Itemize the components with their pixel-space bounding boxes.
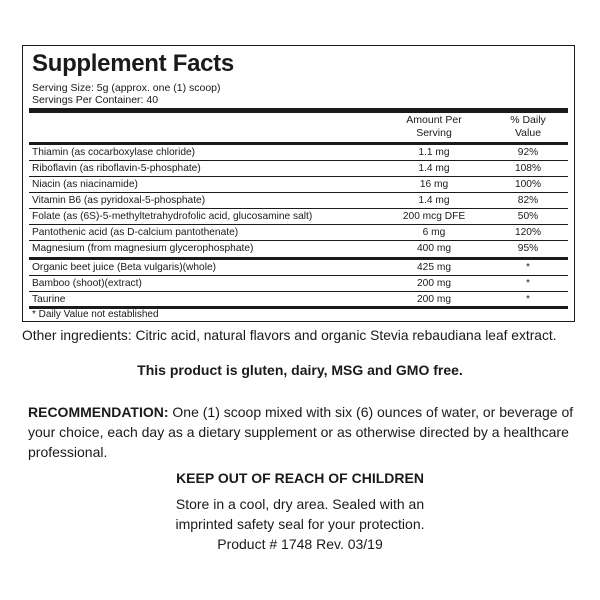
product-number: Product # 1748 Rev. 03/19 (217, 536, 383, 552)
nutrient-amount: 6 mg (422, 227, 446, 238)
nutrient-row (29, 177, 568, 193)
nutrient-amount: 1.1 mg (418, 147, 450, 158)
thick-divider-top (29, 108, 568, 113)
nutrient-row (29, 209, 568, 225)
nutrient-name: Magnesium (from magnesium glycerophosphate) (32, 243, 254, 254)
storage-instructions (0, 494, 600, 554)
supplement-facts-panel (22, 45, 575, 322)
ingredient-row (29, 292, 568, 306)
other-ingredients: Other ingredients: Citric acid, natural flavors and organic Stevia rebaudiana leaf extract. (22, 328, 557, 343)
ingredient-amount: 425 mg (417, 262, 451, 273)
nutrient-daily-value: 50% (517, 211, 539, 222)
nutrient-amount: 16 mg (419, 179, 449, 190)
column-header-daily-value (503, 114, 553, 140)
nutrient-row (29, 241, 568, 257)
ingredient-name: Organic beet juice (Beta vulgaris)(whole) (32, 262, 217, 273)
nutrient-daily-value: 82% (517, 195, 539, 206)
nutrient-daily-value: 120% (514, 227, 542, 238)
nutrient-row (29, 161, 568, 177)
serving-size: Serving Size: 5g (approx. one (1) scoop) (32, 82, 221, 94)
ingredient-daily-value: * (526, 294, 530, 305)
storage-line-1: Store in a cool, dry area. Sealed with an (175, 496, 425, 512)
nutrient-row (29, 193, 568, 209)
ingredient-name: Taurine (32, 294, 66, 305)
nutrient-amount: 1.4 mg (418, 163, 450, 174)
child-warning: KEEP OUT OF REACH OF CHILDREN (176, 470, 424, 486)
nutrient-name: Folate (as (6S)-5-methyltetrahydrofolic acid, glucosamine salt) (32, 211, 313, 222)
free-from-statement: This product is gluten, dairy, MSG and GMO free. (137, 362, 463, 378)
recommendation-label: RECOMMENDATION: (28, 404, 169, 420)
nutrient-row (29, 225, 568, 241)
amount-header-line2: Serving (416, 127, 452, 139)
dv-header-line2: Value (514, 127, 542, 139)
ingredient-amount: 200 mg (417, 294, 451, 305)
recommendation-text: One (1) scoop mixed with six (6) ounces of water, or beverage of your choice, each day as a dietary supplement or as otherwise directed by a healthcare professional. (28, 404, 574, 460)
ingredient-daily-value: * (526, 262, 530, 273)
nutrient-amount: 400 mg (417, 243, 451, 254)
nutrient-name: Niacin (as niacinamide) (32, 179, 138, 190)
ingredient-row (29, 276, 568, 292)
nutrient-daily-value: 95% (517, 243, 539, 254)
nutrient-amount: 1.4 mg (418, 195, 450, 206)
footnote: * Daily Value not established (32, 309, 159, 320)
nutrient-name: Vitamin B6 (as pyridoxal-5-phosphate) (32, 195, 206, 206)
column-header-amount (389, 114, 479, 140)
ingredient-daily-value: * (526, 278, 530, 289)
servings-per-container: Servings Per Container: 40 (32, 94, 159, 106)
nutrient-row (29, 145, 568, 161)
nutrient-daily-value: 108% (514, 163, 542, 174)
recommendation (28, 402, 580, 462)
amount-header-line1: Amount Per (406, 114, 462, 126)
ingredient-name: Bamboo (shoot)(extract) (32, 278, 142, 289)
nutrient-name: Pantothenic acid (as D-calcium pantothenate) (32, 227, 239, 238)
nutrient-name: Riboflavin (as riboflavin-5-phosphate) (32, 163, 201, 174)
nutrient-amount: 200 mcg DFE (402, 211, 466, 222)
nutrient-name: Thiamin (as cocarboxylase chloride) (32, 147, 196, 158)
ingredient-row (29, 260, 568, 276)
storage-line-2: imprinted safety seal for your protection. (175, 516, 425, 532)
panel-title: Supplement Facts (32, 50, 234, 77)
nutrient-daily-value: 100% (514, 179, 542, 190)
ingredient-amount: 200 mg (417, 278, 451, 289)
nutrient-daily-value: 92% (517, 147, 539, 158)
dv-header-line1: % Daily (510, 114, 546, 126)
